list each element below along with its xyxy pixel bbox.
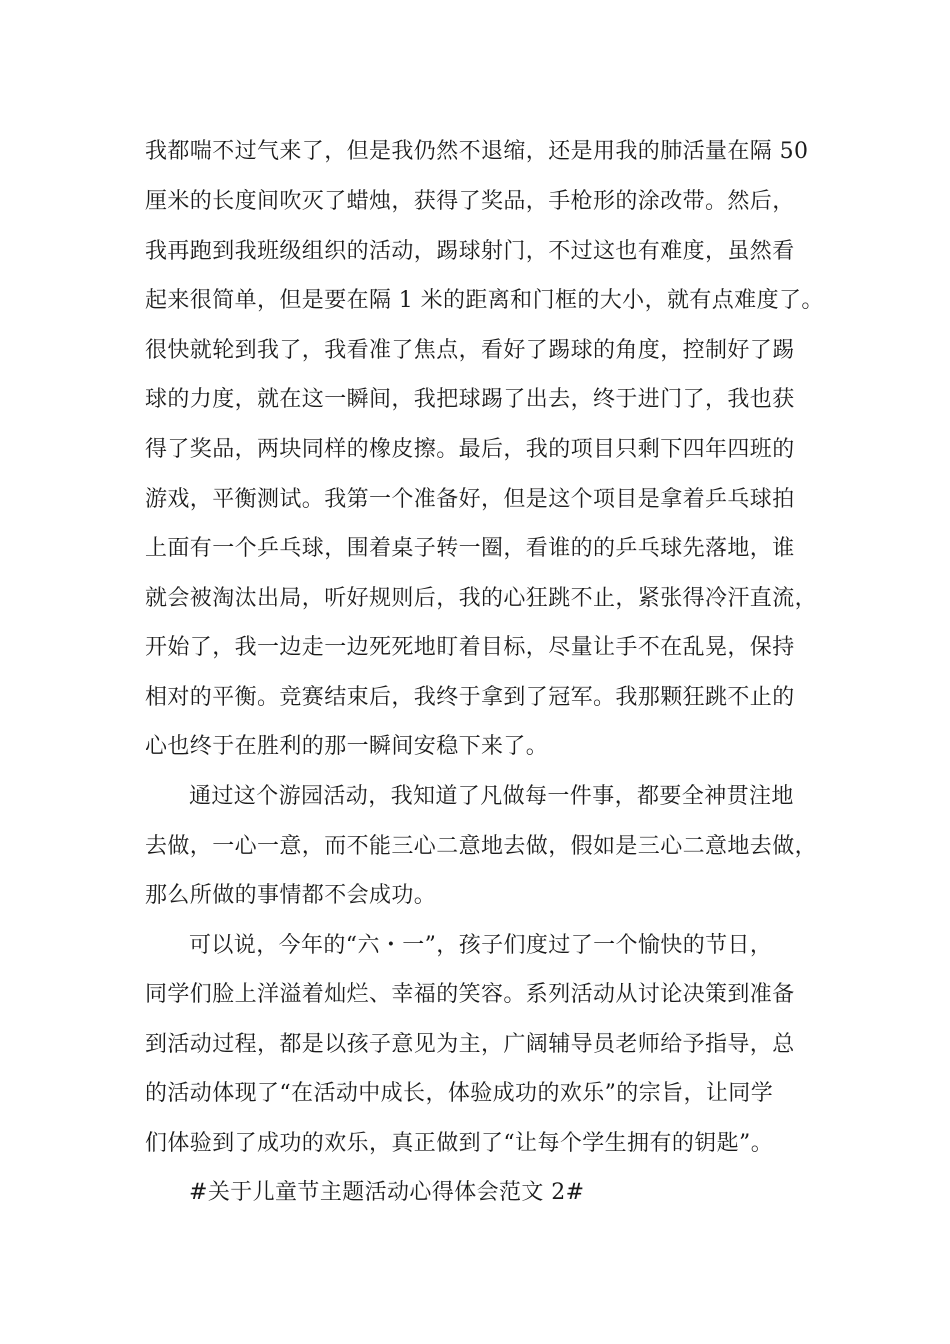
text-line: 我再跑到我班级组织的活动，踢球射门，不过这也有难度，虽然看 xyxy=(145,239,795,264)
text-line: 去做，一心一意，而不能三心二意地去做，假如是三心二意地去做， xyxy=(145,834,818,859)
text-line: 得了奖品，两块同样的橡皮擦。最后，我的项目只剩下四年四班的 xyxy=(145,437,795,462)
text-line: 到活动过程，都是以孩子意见为主，广阔辅导员老师给予指导，总 xyxy=(145,1032,795,1057)
text-line: 很快就轮到我了，我看准了焦点，看好了踢球的角度，控制好了踢 xyxy=(145,338,795,363)
text-line: 同学们脸上洋溢着灿烂、幸福的笑容。系列活动从讨论决策到准备 xyxy=(145,982,795,1007)
text-line: 开始了，我一边走一边死死地盯着目标，尽量让手不在乱晃，保持 xyxy=(145,635,795,660)
text-line: 起来很简单，但是要在隔 1 米的距离和门框的大小，就有点难度了。 xyxy=(145,288,824,313)
text-line: 我都喘不过气来了，但是我仍然不退缩，还是用我的肺活量在隔 50 xyxy=(145,139,809,164)
text-line: 厘米的长度间吹灭了蜡烛，获得了奖品，手枪形的涂改带。然后， xyxy=(145,189,795,214)
text-line: 心也终于在胜利的那一瞬间安稳下来了。 xyxy=(145,734,549,759)
text-line: 的活动体现了“在活动中成长，体验成功的欢乐”的宗旨，让同学 xyxy=(145,1081,774,1106)
text-line: 可以说，今年的“六・一”，孩子们度过了一个愉快的节日， xyxy=(189,933,773,958)
text-line: 们体验到了成功的欢乐，真正做到了“让每个学生拥有的钥匙”。 xyxy=(145,1131,774,1156)
text-line: 那么所做的事情都不会成功。 xyxy=(145,883,437,908)
text-line: 就会被淘汰出局，听好规则后，我的心狂跳不止，紧张得冷汗直流， xyxy=(145,586,818,611)
text-line: 上面有一个乒乓球，围着桌子转一圈，看谁的的乒乓球先落地，谁 xyxy=(145,536,795,561)
text-line: 通过这个游园活动，我知道了凡做每一件事，都要全神贯注地 xyxy=(189,784,794,809)
section-heading: #关于儿童节主题活动心得体会范文 2# xyxy=(189,1180,585,1205)
text-line: 相对的平衡。竞赛结束后，我终于拿到了冠军。我那颗狂跳不止的 xyxy=(145,685,795,710)
text-line: 游戏，平衡测试。我第一个准备好，但是这个项目是拿着乒乓球拍 xyxy=(145,487,795,512)
text-line: 球的力度，就在这一瞬间，我把球踢了出去，终于进门了，我也获 xyxy=(145,387,795,412)
